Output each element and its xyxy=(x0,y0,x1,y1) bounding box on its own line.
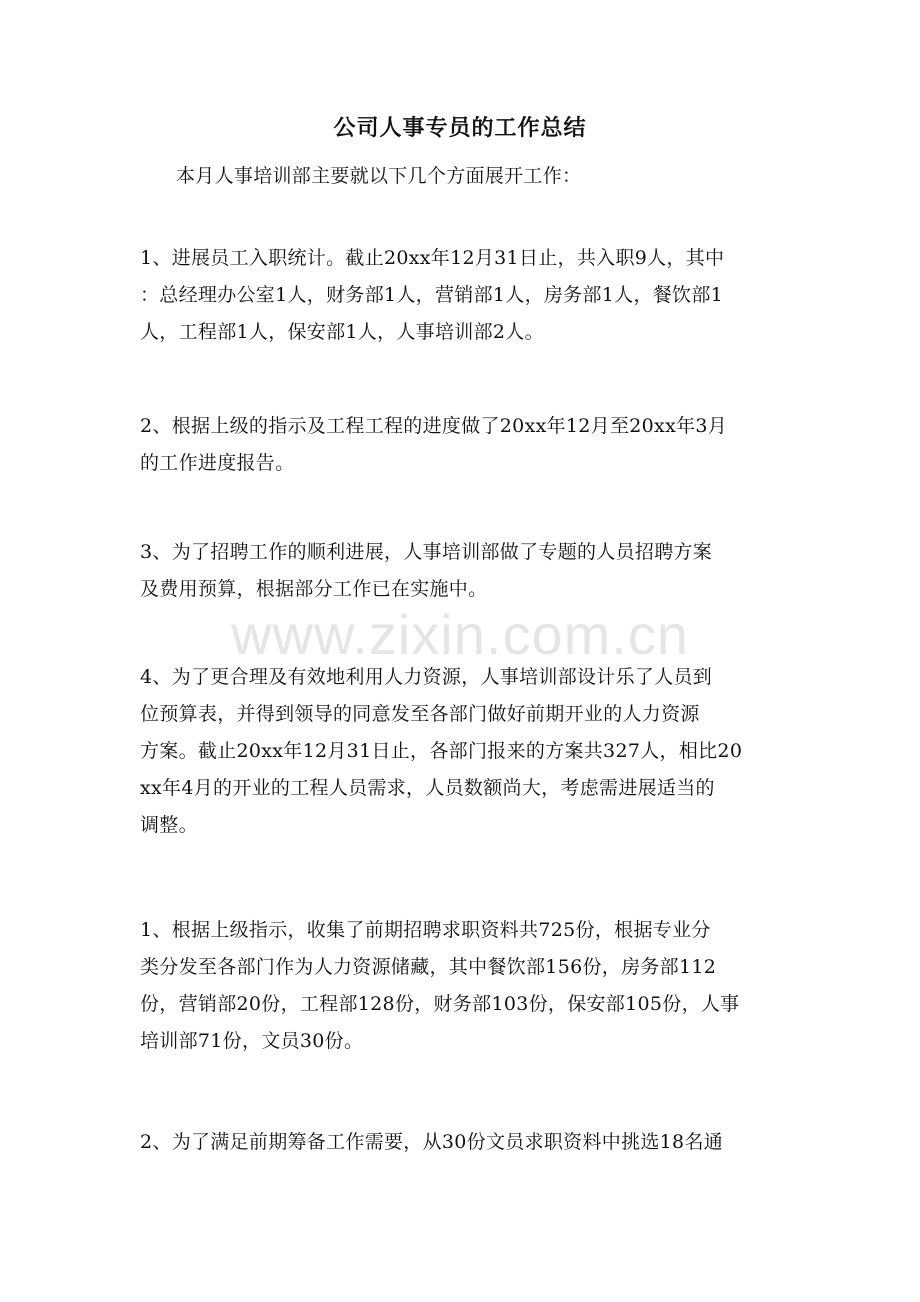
paragraph-4 xyxy=(140,659,790,844)
paragraph-line: 类分发至各部门作为人力资源储藏，其中餐饮部156份，房务部112 xyxy=(140,956,717,978)
intro-paragraph xyxy=(176,158,826,195)
paragraph-3 xyxy=(140,534,790,608)
paragraph-5 xyxy=(140,912,790,1060)
paragraph-line: 份，营销部20份，工程部128份，财务部103份，保安部105份，人事 xyxy=(140,993,740,1015)
paragraph-line: 培训部71份，文员30份。 xyxy=(140,1030,364,1052)
paragraph-6 xyxy=(140,1124,790,1161)
paragraph-line: 调整。 xyxy=(140,814,198,836)
paragraph-line: ：总经理办公室1人，财务部1人，营销部1人，房务部1人，餐饮部1 xyxy=(140,284,724,306)
paragraph-line: 3、为了招聘工作的顺利进展，人事培训部做了专题的人员招聘方案 xyxy=(140,541,713,563)
paragraph-line: 方案。截止20xx年12月31日止，各部门报来的方案共327人，相比20 xyxy=(140,740,743,762)
paragraph-line: 及费用预算，根据部分工作已在实施中。 xyxy=(140,578,488,600)
intro-line: 本月人事培训部主要就以下几个方面展开工作： xyxy=(176,165,582,187)
paragraph-line: 位预算表，并得到领导的同意发至各部门做好前期开业的人力资源 xyxy=(140,703,700,725)
paragraph-line: 1、进展员工入职统计。截止20xx年12月31日止，共入职9人，其中 xyxy=(140,247,725,269)
paragraph-line: 4、为了更合理及有效地利用人力资源，人事培训部设计乐了人员到 xyxy=(140,666,713,688)
paragraph-line: 2、根据上级的指示及工程工程的进度做了20xx年12月至20xx年3月 xyxy=(140,415,728,437)
paragraph-line: 人，工程部1人，保安部1人，人事培训部2人。 xyxy=(140,321,544,343)
paragraph-line: xx年4月的开业的工程人员需求，人员数额尚大，考虑需进展适当的 xyxy=(140,777,715,799)
paragraph-line: 2、为了满足前期筹备工作需要，从30份文员求职资料中挑选18名通 xyxy=(140,1131,724,1153)
paragraph-1 xyxy=(140,240,790,351)
paragraph-line: 的工作进度报告。 xyxy=(140,452,295,474)
watermark: www.zixin.com.cn xyxy=(231,603,689,666)
paragraph-2 xyxy=(140,408,790,482)
paragraph-line: 1、根据上级指示，收集了前期招聘求职资料共725份，根据专业分 xyxy=(140,919,711,941)
document-title: 公司人事专员的工作总结 xyxy=(333,115,587,141)
